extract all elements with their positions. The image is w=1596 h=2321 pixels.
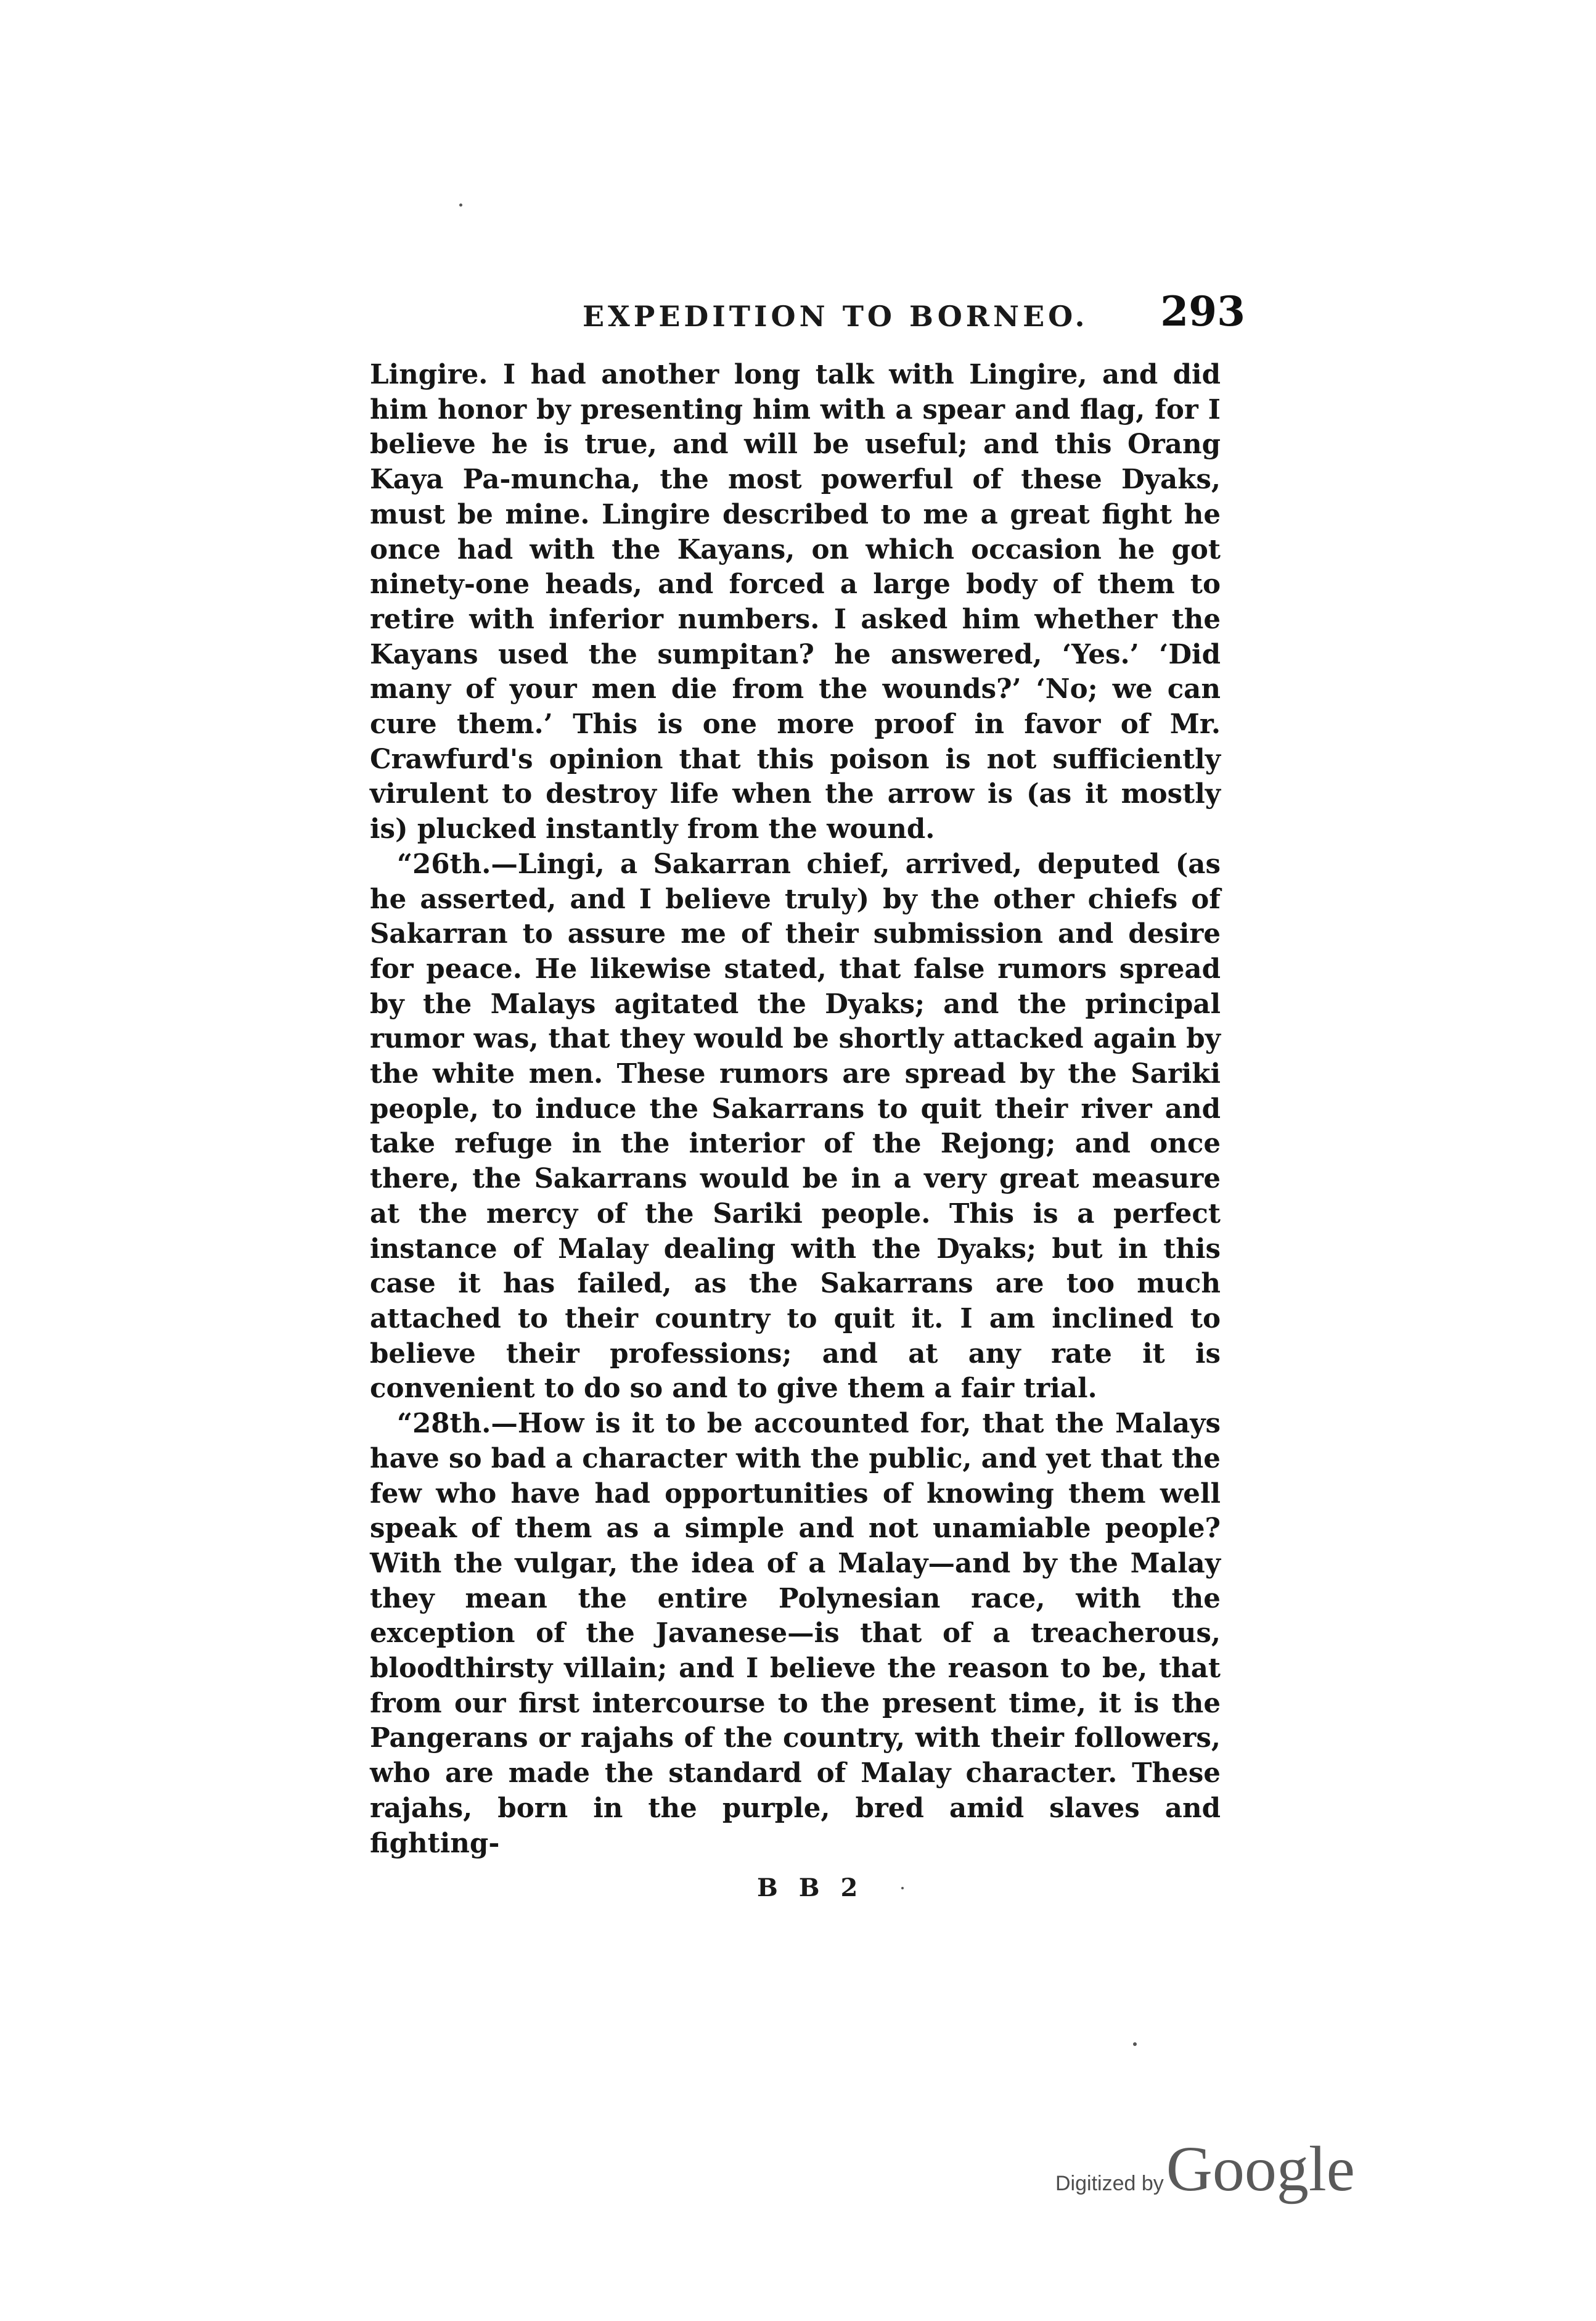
scan-speck xyxy=(459,203,462,207)
watermark-logo: Google xyxy=(1166,2134,1355,2204)
paragraph-28th: “28th.—How is it to be accounted for, that the Malays have so bad a character with the public, and yet that the few who have had opportunities of knowing them well speak of them as a simple and not unamiable people? With the vulgar, the idea of a Malay—and by the Malay they mean the entire Polynesian race, with the exception of the Javanese—is that of a treacherous, bloodthirsty villain; and I believe the reason to be, that from our first intercourse to the present time, it is the Pangerans or rajahs of the country, with their followers, who are made the standard of Malay character. These rajahs, born in the purple, bred amid slaves and fighting- xyxy=(370,1408,1221,1859)
digitized-watermark xyxy=(1055,2132,1355,2206)
page-header xyxy=(370,287,1245,348)
signature-mark: B B 2 xyxy=(757,1873,864,1902)
body-text xyxy=(370,358,1221,1861)
paragraph-26th: “26th.—Lingi, a Sakarran chief, arrived, deputed (as he asserted, and I believe truly) by the other chiefs of Sakarran to assure me of their submission and desire for peace. He likewise stated, that false rumors spread by the Malays agitated the Dyaks; and the principal rumor was, that they would be shortly attacked again by the white men. These rumors are spread by the Sariki people, to induce the Sakarrans to quit their river and take refuge in the interior of the Rejong; and once there, the Sakarrans would be in a very great measure at the mercy of the Sariki people. This is a perfect instance of Malay dealing with the Dyaks; but in this case it has failed, as the Sakarrans are too much attached to their country to quit it. I am inclined to believe their professions; and at any rate it is convenient to do so and to give them a fair trial. xyxy=(370,848,1221,1405)
scan-speck xyxy=(901,1887,904,1889)
paragraph-lingire: Lingire. I had another long talk with Lingire, and did him honor by presenting him with a spear and flag, for I believe he is true, and will be useful; and this Orang Kaya Pa-muncha, the most powerful of these Dyaks, must be mine. Lingire described to me a great fight he once had with the Kayans, on which occasion he got ninety-one heads, and forced a large body of them to retire with inferior numbers. I asked him whether the Kayans used the sumpitan? he answered, ‘Yes.’ ‘Did many of your men die from the wounds?’ ‘No; we can cure them.’ This is one more proof in favor of Mr. Crawfurd's opinion that this poison is not sufficiently virulent to destroy life when the arrow is (as it mostly is) plucked instantly from the wound. xyxy=(370,359,1221,845)
running-head: EXPEDITION TO BORNEO. xyxy=(583,300,1089,333)
watermark-prefix: Digitized by xyxy=(1055,2172,1164,2195)
scan-speck xyxy=(1133,2042,1137,2046)
page-number: 293 xyxy=(1160,287,1245,335)
